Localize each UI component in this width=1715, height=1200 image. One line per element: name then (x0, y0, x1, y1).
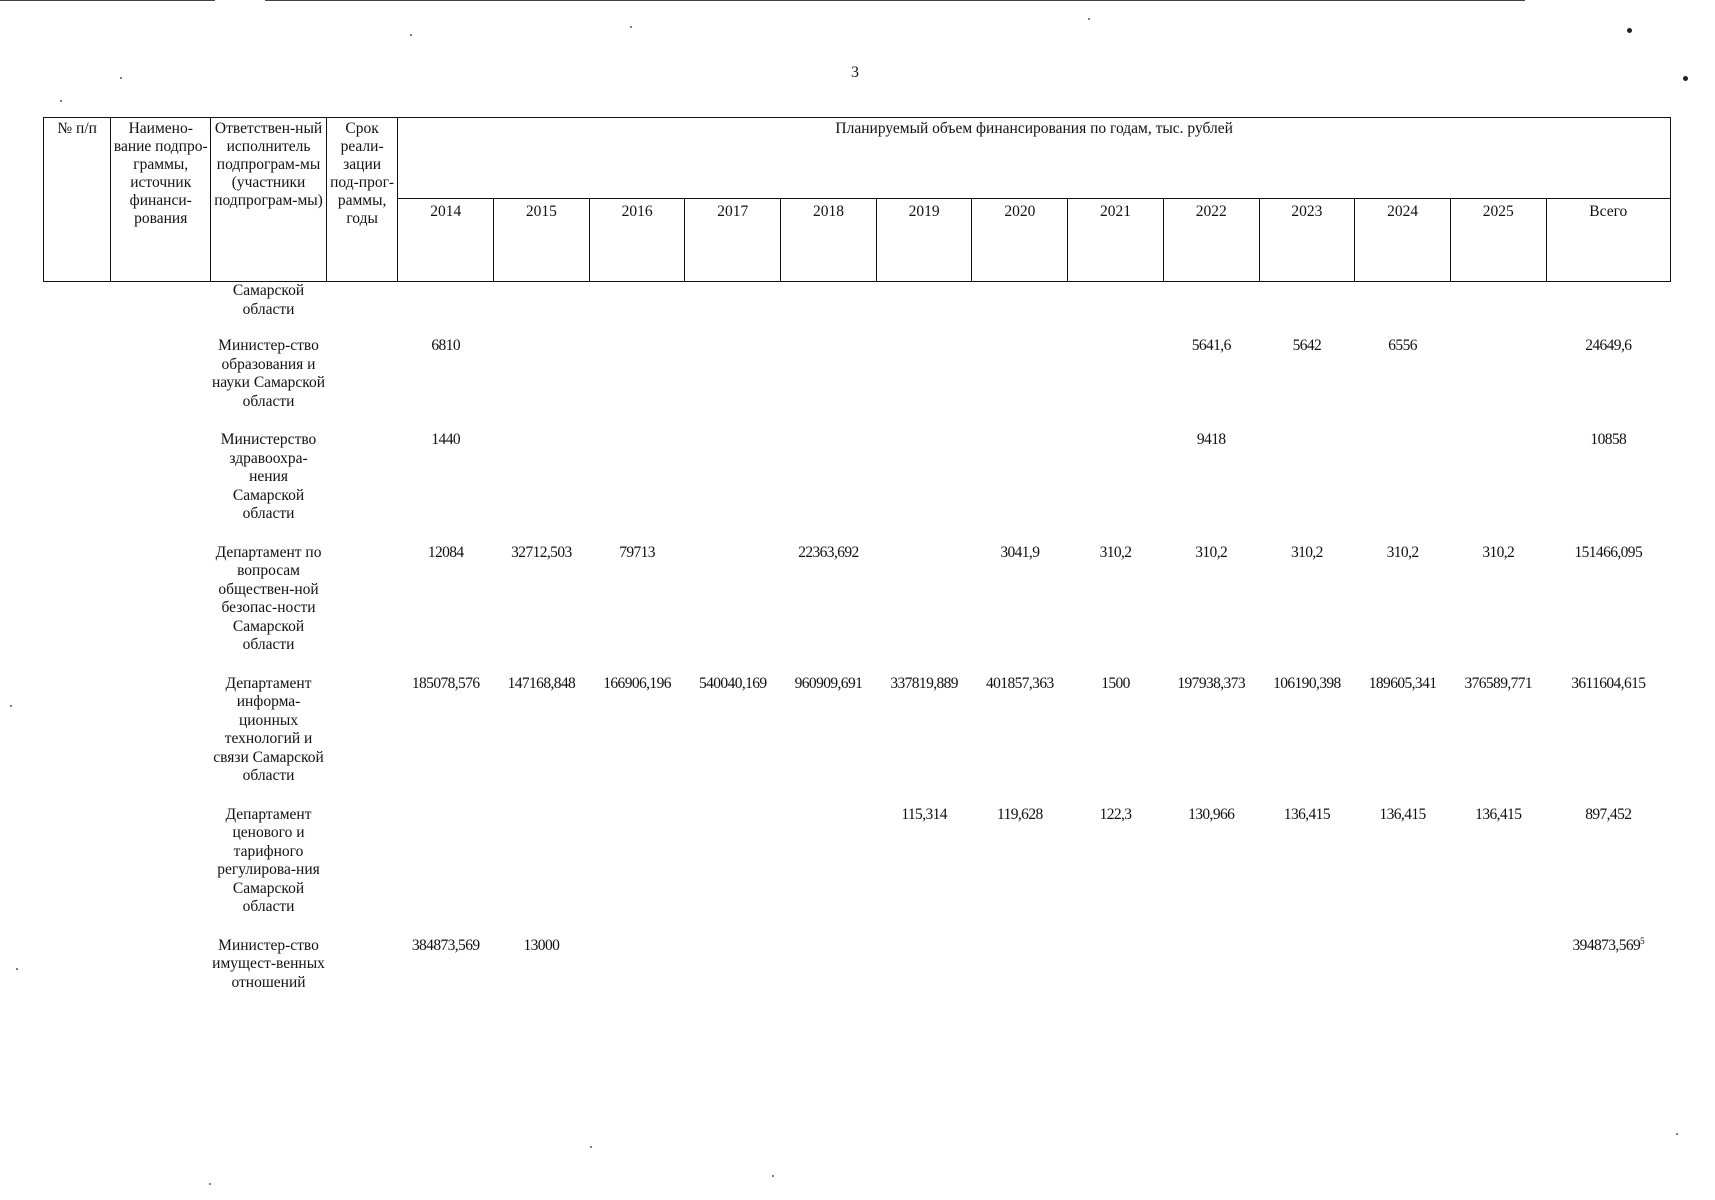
scan-speck (60, 100, 62, 102)
row-subprogram-cell (111, 806, 211, 937)
scan-speck (630, 26, 632, 28)
row-year-value: 189605,341 (1368, 674, 1437, 692)
row-year-value (876, 337, 972, 431)
row-term-cell (326, 806, 398, 937)
row-year-value (589, 806, 685, 937)
row-subprogram-cell (111, 937, 211, 1013)
row-year-value (1163, 937, 1259, 1013)
row-total-value (1546, 937, 1670, 1013)
scan-speck (1627, 28, 1632, 33)
header-planned-financing: Планируемый объем финансирования по годам, тыс. рублей (398, 118, 1671, 199)
row-year-value: 166906,196 (603, 674, 671, 692)
row-year-value (1450, 282, 1546, 338)
financing-table (43, 117, 1671, 1012)
row-year-value (685, 806, 781, 937)
row-number-cell (44, 675, 111, 806)
row-year-value (589, 337, 685, 431)
footnote-marker: 5 (1640, 935, 1645, 946)
row-year-value: 22363,692 (798, 543, 859, 561)
header-year: 2014 (398, 199, 494, 282)
header-subprogram-name: Наимено-вание подпро-граммы, источник финанси-рования (111, 118, 211, 282)
row-year-value (1068, 282, 1164, 338)
row-year-value (685, 337, 781, 431)
row-year-value (1450, 937, 1546, 1013)
row-year-value (589, 282, 685, 338)
row-year-value: 9418 (1196, 431, 1226, 448)
row-year-value: 540040,169 (698, 674, 767, 692)
row-year-value (494, 806, 590, 937)
row-year-value (589, 431, 685, 544)
row-total-value (1546, 337, 1670, 431)
row-year-value (398, 806, 494, 937)
row-year-value (1259, 431, 1355, 544)
row-total-amount: 24649,6 (1585, 337, 1632, 354)
header-year: 2016 (589, 199, 685, 282)
row-year-value: 136,415 (1475, 805, 1522, 823)
scan-speck (772, 1175, 774, 1177)
row-year-value (494, 431, 590, 544)
header-year: 2022 (1163, 199, 1259, 282)
header-term: Срок реали-зации под-прог-раммы, годы (326, 118, 398, 282)
row-subprogram-cell (111, 544, 211, 675)
row-total-value (1546, 806, 1670, 937)
table-row (44, 337, 1671, 431)
row-year-value (876, 937, 972, 1013)
row-year-value (972, 431, 1068, 544)
row-year-value: 79713 (619, 543, 655, 561)
scan-speck (1676, 1133, 1678, 1135)
row-total-value (1546, 675, 1670, 806)
header-year: 2018 (781, 199, 877, 282)
row-year-value: 6556 (1388, 337, 1417, 354)
row-year-value (685, 431, 781, 544)
row-year-value: 960909,691 (794, 674, 863, 692)
row-year-value: 310,2 (1482, 543, 1515, 561)
header-year: 2023 (1259, 199, 1355, 282)
row-year-value: 115,314 (901, 805, 947, 823)
row-year-value (972, 282, 1068, 338)
row-term-cell (326, 675, 398, 806)
header-year: 2021 (1068, 199, 1164, 282)
header-year: 2024 (1355, 199, 1451, 282)
row-year-value: 6810 (431, 337, 460, 354)
row-responsible-cell: Департамент ценового и тарифного регулирова-ния Самарской области (217, 805, 320, 915)
row-year-value (876, 544, 972, 675)
scan-speck (410, 34, 412, 36)
scan-speck (10, 705, 12, 707)
row-year-value (972, 937, 1068, 1013)
row-year-value (1355, 937, 1451, 1013)
scan-speck (1088, 18, 1090, 20)
row-year-value: 310,2 (1195, 543, 1228, 561)
row-year-value (1068, 337, 1164, 431)
row-subprogram-cell (111, 282, 211, 338)
scan-speck (1683, 76, 1688, 81)
row-year-value: 136,415 (1283, 805, 1330, 823)
row-subprogram-cell (111, 431, 211, 544)
row-year-value: 5641,6 (1191, 337, 1231, 354)
row-year-value (1355, 431, 1451, 544)
row-term-cell (326, 282, 398, 338)
table-row (44, 431, 1671, 544)
row-total-value (1546, 282, 1670, 338)
row-number-cell (44, 806, 111, 937)
row-year-value: 119,628 (997, 805, 1043, 823)
row-number-cell (44, 937, 111, 1013)
row-year-value (685, 544, 781, 675)
header-number: № п/п (44, 118, 111, 282)
row-responsible-cell: Департамент информа-ционных технологий и связи Самарской области (213, 674, 324, 784)
row-year-value (398, 282, 494, 338)
scan-edge-line (0, 0, 215, 1)
row-responsible-cell: Самарской области (232, 282, 305, 318)
row-responsible-cell: Министерство здравоохра-нения Самарской области (220, 431, 317, 522)
row-total-value (1546, 431, 1670, 544)
row-subprogram-cell (111, 675, 211, 806)
row-year-value: 197938,373 (1177, 674, 1246, 692)
table-row (44, 937, 1671, 1013)
scan-speck (16, 968, 18, 970)
row-responsible-cell: Департамент по вопросам обществен-ной безопас-ности Самарской области (215, 543, 322, 653)
row-total-amount: 897,452 (1585, 805, 1632, 823)
row-year-value: 106190,398 (1273, 674, 1341, 692)
row-year-value: 376589,771 (1464, 674, 1533, 692)
row-year-value: 136,415 (1379, 805, 1426, 823)
row-year-value (876, 282, 972, 338)
table-row (44, 675, 1671, 806)
table-row (44, 282, 1671, 338)
row-year-value: 13000 (523, 936, 560, 954)
row-year-value (972, 337, 1068, 431)
row-year-value: 1500 (1101, 674, 1130, 692)
header-year: 2020 (972, 199, 1068, 282)
row-year-value (1450, 431, 1546, 544)
row-year-value: 1440 (431, 431, 460, 448)
row-year-value: 310,2 (1386, 543, 1419, 561)
row-term-cell (326, 337, 398, 431)
scan-speck (120, 77, 122, 79)
row-number-cell (44, 337, 111, 431)
row-year-value: 130,966 (1188, 805, 1235, 823)
row-year-value (781, 282, 877, 338)
row-term-cell (326, 431, 398, 544)
row-term-cell (326, 937, 398, 1013)
row-number-cell (44, 544, 111, 675)
row-year-value: 401857,363 (986, 674, 1054, 692)
row-number-cell (44, 282, 111, 338)
row-year-value: 310,2 (1290, 543, 1323, 561)
row-year-value (589, 937, 685, 1013)
row-year-value: 185078,576 (411, 674, 480, 692)
header-year: 2019 (876, 199, 972, 282)
header-total: Всего (1546, 199, 1670, 282)
row-responsible-cell: Министер-ство имущест-венных отношений (212, 936, 325, 991)
row-year-value (685, 937, 781, 1013)
row-total-amount: 3611604,615 (1571, 674, 1646, 692)
row-year-value (1355, 282, 1451, 338)
header-year: 2015 (494, 199, 590, 282)
row-year-value: 384873,569 (411, 936, 480, 954)
row-number-cell (44, 431, 111, 544)
row-year-value: 3041,9 (1000, 543, 1040, 561)
row-year-value (876, 431, 972, 544)
row-total-amount: 151466,095 (1574, 543, 1643, 561)
row-year-value (781, 806, 877, 937)
row-total-value (1546, 544, 1670, 675)
row-year-value (781, 431, 877, 544)
row-year-value: 337819,889 (890, 674, 958, 692)
row-year-value (1163, 282, 1259, 338)
row-year-value (1068, 431, 1164, 544)
row-year-value: 12084 (427, 543, 464, 561)
header-year: 2025 (1450, 199, 1546, 282)
row-year-value: 147168,848 (507, 674, 576, 692)
row-year-value: 122,3 (1099, 805, 1132, 823)
row-term-cell (326, 544, 398, 675)
row-subprogram-cell (111, 337, 211, 431)
row-responsible-cell: Министер-ство образования и науки Самарской области (211, 337, 326, 410)
row-year-value (1259, 937, 1355, 1013)
scan-speck (209, 1183, 211, 1185)
row-year-value (1259, 282, 1355, 338)
scan-speck (590, 1146, 592, 1148)
row-year-value (781, 337, 877, 431)
table-row (44, 806, 1671, 937)
row-total-amount: 394873,569 (1572, 936, 1641, 954)
row-year-value: 32712,503 (511, 543, 572, 561)
page-number: 3 (851, 64, 859, 81)
row-year-value (1068, 937, 1164, 1013)
row-year-value: 5642 (1292, 337, 1322, 354)
header-responsible: Ответствен-ный исполнитель подпрограм-мы (участники подпрограм-мы) (211, 118, 327, 282)
row-total-amount: 10858 (1590, 431, 1627, 448)
row-year-value (1450, 337, 1546, 431)
row-year-value: 310,2 (1099, 543, 1132, 561)
row-year-value (685, 282, 781, 338)
row-year-value (494, 282, 590, 338)
table-row (44, 544, 1671, 675)
scan-edge-line (265, 0, 1525, 1)
row-year-value (494, 337, 590, 431)
header-year: 2017 (685, 199, 781, 282)
row-year-value (781, 937, 877, 1013)
